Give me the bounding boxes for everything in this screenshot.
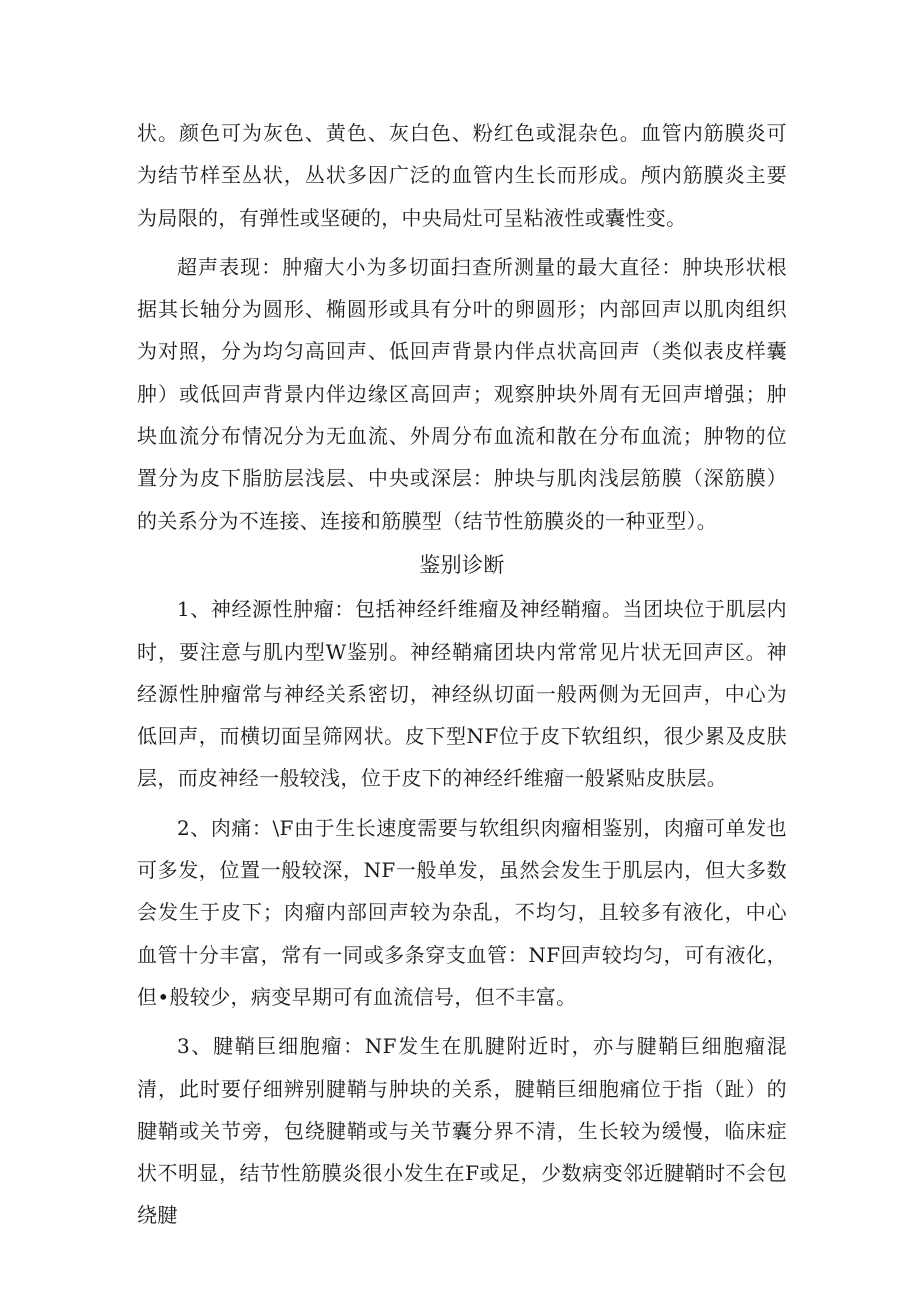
paragraph-giant-cell-tumor: 3、腱鞘巨细胞瘤：NF发生在肌腱附近时，亦与腱鞘巨细胞瘤混清，此时要仔细辨别腱鞘与肿块的关系，腱鞘巨细胞痛位于指（趾）的腱鞘或关节旁，包绕腱鞘或与关节囊分界不清，生长较为缓慢，临床症状不明显，结节性筋膜炎很小发生在F或足，少数病变邻近腱鞘时不会包绕腱 xyxy=(137,1034,787,1228)
paragraph-neurogenic-tumor: 1、神经源性肿瘤：包括神经纤维瘤及神经鞘瘤。当团块位于肌层内时，要注意与肌内型W鉴别。神经鞘痛团块内常常见片状无回声区。神经源性肿瘤常与神经关系密切，神经纵切面一般两侧为无回声，中心为低回声，而横切面呈筛网状。皮下型NF位于皮下软组织，很少累及皮肤层，而皮神经一般较浅，位于皮下的神经纤维瘤一般紧贴皮肤层。 xyxy=(137,597,787,791)
document-body xyxy=(137,112,787,1237)
paragraph-ultrasound-findings: 超声表现：肿瘤大小为多切面扫查所测量的最大直径：肿块形状根据其长轴分为圆形、椭圆形或具有分叶的卵圆形；内部回声以肌肉组织为对照，分为均匀高回声、低回声背景内伴点状高回声（类似表皮样囊肿）或低回声背景内伴边缘区高回声；观察肿块外周有无回声增强；肿块血流分布情况分为无血流、外周分布血流和散在分布血流；肿物的位置分为皮下脂肪层浅层、中央或深层：肿块与肌肉浅层筋膜（深筋膜）的关系分为不连接、连接和筋膜型（结节性筋膜炎的一种亚型）。 xyxy=(137,254,787,533)
paragraph-sarcoma: 2、肉痛：\F由于生长速度需要与软组织肉瘤相鉴别，肉瘤可单发也可多发，位置一般较深，NF一般单发，虽然会发生于肌层内，但大多数会发生于皮下；肉瘤内部回声较为杂乱，不均匀，且较多有液化，中心血管十分丰富，常有一同或多条穿支血管：NF回声较均匀，可有液化，但•般较少，病变早期可有血流信号，但不丰富。 xyxy=(137,815,787,1009)
paragraph-pathology-continuation: 状。颜色可为灰色、黄色、灰白色、粉红色或混杂色。血管内筋膜炎可为结节样至丛状，丛状多因广泛的血管内生长而形成。颅内筋膜炎主要为局限的，有弹性或坚硬的，中央局灶可呈粘液性或囊性变。 xyxy=(137,121,787,230)
section-heading-differential-diagnosis: 鉴别诊断 xyxy=(419,552,505,577)
